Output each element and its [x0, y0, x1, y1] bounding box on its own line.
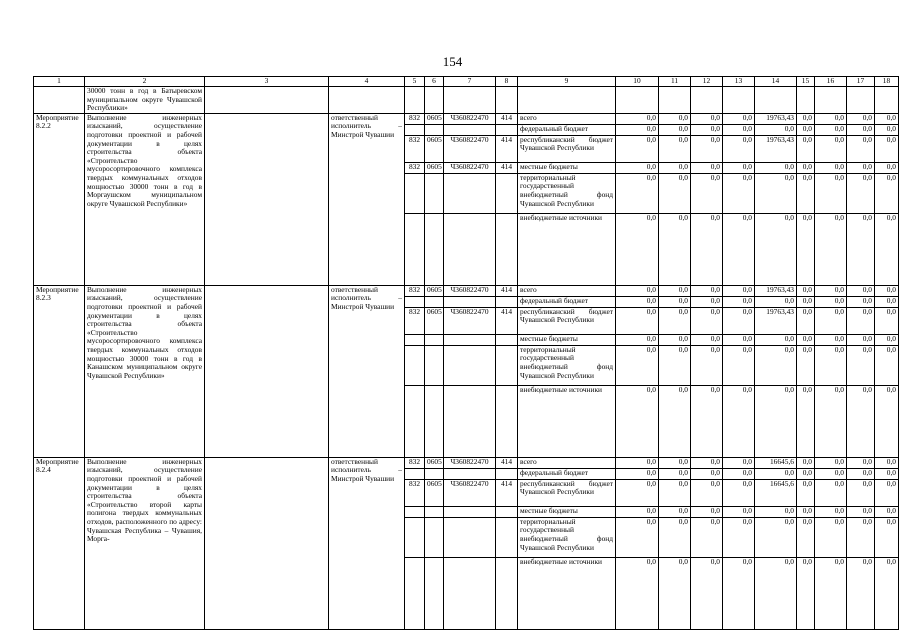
- value-cell: 0,0: [847, 307, 875, 334]
- table-row: [34, 285, 899, 296]
- value-cell: 0,0: [659, 285, 691, 296]
- value-cell: 0,0: [755, 345, 797, 385]
- target-article: Ч360822470: [444, 307, 496, 334]
- column-header-10: 10: [616, 77, 659, 87]
- value-cell: 0,0: [847, 517, 875, 557]
- expense-type: 414: [496, 479, 518, 506]
- value-cell: 19763,43: [755, 285, 797, 296]
- expense-type: [496, 506, 518, 517]
- column-header-6: 6: [425, 77, 444, 87]
- section-code: [425, 213, 444, 285]
- value-cell: 0,0: [797, 173, 815, 213]
- section-code: [425, 385, 444, 457]
- value-cell: 0,0: [875, 124, 899, 135]
- expense-type: [496, 385, 518, 457]
- value-cell: 0,0: [616, 345, 659, 385]
- column-header-2: 2: [85, 77, 205, 87]
- value-cell: 0,0: [723, 468, 755, 479]
- target-article: [444, 385, 496, 457]
- budget-code: [405, 124, 425, 135]
- target-article: [444, 557, 496, 629]
- value-cell: 0,0: [616, 135, 659, 162]
- target-article: [444, 213, 496, 285]
- section-code: [425, 557, 444, 629]
- value-cell: 0,0: [875, 307, 899, 334]
- section-code: [425, 173, 444, 213]
- funding-source: территориальный государственный внебюджетный фонд Чувашской Республики: [518, 345, 616, 385]
- funding-source: федеральный бюджет: [518, 296, 616, 307]
- section-code: [425, 124, 444, 135]
- empty-column-3: [205, 457, 329, 629]
- value-cell: 0,0: [875, 506, 899, 517]
- value-cell: 0,0: [815, 173, 847, 213]
- value-cell: 0,0: [723, 285, 755, 296]
- measure-description: Выполнение инженерных изысканий, осуществление подготовки проектной и рабочей документации в целях строительства объекта «Строительство мусоросортировочного комплекса твердых коммунальных отходов мощностью 30000 тонн в год в Моргаушском муниципальном округе Чувашской Республики»: [85, 113, 205, 285]
- value-cell: 0,0: [659, 135, 691, 162]
- target-article: [444, 296, 496, 307]
- value-cell: 0,0: [691, 135, 723, 162]
- value-cell: 0,0: [815, 385, 847, 457]
- value-cell: 0,0: [875, 385, 899, 457]
- value-cell: 0,0: [691, 506, 723, 517]
- section-code: [425, 296, 444, 307]
- value-cell: 0,0: [847, 173, 875, 213]
- value-cell: 0,0: [797, 162, 815, 173]
- value-cell: 0,0: [815, 345, 847, 385]
- column-header-4: 4: [329, 77, 405, 87]
- value-cell: 0,0: [797, 385, 815, 457]
- expense-type: 414: [496, 457, 518, 468]
- value-cell: 0,0: [691, 385, 723, 457]
- value-cell: 0,0: [723, 162, 755, 173]
- target-article: [444, 334, 496, 345]
- measure-label: Мероприятие 8.2.4: [34, 457, 85, 629]
- section-code: [425, 334, 444, 345]
- value-cell: 0,0: [659, 113, 691, 124]
- value-cell: 0,0: [815, 296, 847, 307]
- value-cell: 0,0: [616, 506, 659, 517]
- value-cell: 0,0: [723, 517, 755, 557]
- budget-code: [405, 334, 425, 345]
- section-code: 0605: [425, 479, 444, 506]
- expense-type: [496, 517, 518, 557]
- value-cell: 0,0: [797, 307, 815, 334]
- value-cell: 0,0: [847, 479, 875, 506]
- target-article: Ч360822470: [444, 285, 496, 296]
- value-cell: 0,0: [659, 124, 691, 135]
- value-cell: 0,0: [797, 334, 815, 345]
- value-cell: 16645,6: [755, 457, 797, 468]
- value-cell: 0,0: [659, 296, 691, 307]
- measure-description: Выполнение инженерных изысканий, осуществление подготовки проектной и рабочей документации в целях строительства объекта «Строительство второй карты полигона твердых коммунальных отходов, расположенного по адресу: Чувашская Республика – Чувашия, Морга-: [85, 457, 205, 629]
- value-cell: 0,0: [815, 457, 847, 468]
- value-cell: 0,0: [847, 113, 875, 124]
- value-cell: 0,0: [797, 296, 815, 307]
- program-funding-table: [33, 76, 899, 630]
- funding-source: внебюджетные источники: [518, 385, 616, 457]
- value-cell: 0,0: [723, 385, 755, 457]
- value-cell: 0,0: [797, 135, 815, 162]
- value-cell: 19763,43: [755, 113, 797, 124]
- value-cell: 0,0: [723, 124, 755, 135]
- target-article: [444, 124, 496, 135]
- target-article: [444, 345, 496, 385]
- value-cell: 0,0: [691, 479, 723, 506]
- value-cell: 0,0: [797, 457, 815, 468]
- value-cell: 0,0: [616, 307, 659, 334]
- empty-column-3: [205, 285, 329, 457]
- table-row: [34, 457, 899, 468]
- section-code: [425, 517, 444, 557]
- value-cell: 0,0: [691, 345, 723, 385]
- value-cell: 0,0: [755, 517, 797, 557]
- value-cell: 0,0: [723, 173, 755, 213]
- continuation-measure-cell: [34, 87, 85, 114]
- column-header-8: 8: [496, 77, 518, 87]
- value-cell: 0,0: [847, 506, 875, 517]
- value-cell: 0,0: [723, 479, 755, 506]
- column-header-3: 3: [205, 77, 329, 87]
- value-cell: 0,0: [723, 296, 755, 307]
- budget-code: [405, 517, 425, 557]
- value-cell: 0,0: [659, 517, 691, 557]
- value-cell: 0,0: [691, 162, 723, 173]
- value-cell: 0,0: [616, 213, 659, 285]
- value-cell: 0,0: [755, 385, 797, 457]
- funding-source: федеральный бюджет: [518, 124, 616, 135]
- budget-code: [405, 468, 425, 479]
- value-cell: 0,0: [875, 334, 899, 345]
- value-cell: 0,0: [815, 124, 847, 135]
- value-cell: 0,0: [691, 557, 723, 629]
- value-cell: 0,0: [847, 162, 875, 173]
- value-cell: 0,0: [616, 457, 659, 468]
- value-cell: 0,0: [847, 296, 875, 307]
- funding-source: всего: [518, 113, 616, 124]
- value-cell: 0,0: [875, 135, 899, 162]
- value-cell: 0,0: [815, 506, 847, 517]
- funding-source: местные бюджеты: [518, 162, 616, 173]
- value-cell: 0,0: [755, 506, 797, 517]
- value-cell: 0,0: [659, 506, 691, 517]
- value-cell: 0,0: [691, 113, 723, 124]
- value-cell: 0,0: [797, 113, 815, 124]
- empty-column-3: [205, 113, 329, 285]
- target-article: [444, 468, 496, 479]
- budget-code: [405, 385, 425, 457]
- value-cell: 0,0: [616, 296, 659, 307]
- value-cell: 0,0: [815, 213, 847, 285]
- value-cell: 0,0: [875, 468, 899, 479]
- column-header-15: 15: [797, 77, 815, 87]
- value-cell: 0,0: [755, 296, 797, 307]
- budget-code: 832: [405, 135, 425, 162]
- value-cell: 0,0: [659, 162, 691, 173]
- value-cell: 0,0: [659, 468, 691, 479]
- target-article: Ч360822470: [444, 162, 496, 173]
- value-cell: 0,0: [755, 124, 797, 135]
- value-cell: 0,0: [875, 479, 899, 506]
- column-header-9: 9: [518, 77, 616, 87]
- budget-code: [405, 296, 425, 307]
- value-cell: 0,0: [723, 334, 755, 345]
- value-cell: 0,0: [691, 285, 723, 296]
- value-cell: 0,0: [659, 173, 691, 213]
- value-cell: 0,0: [875, 173, 899, 213]
- value-cell: 0,0: [815, 479, 847, 506]
- target-article: Ч360822470: [444, 113, 496, 124]
- value-cell: 0,0: [815, 334, 847, 345]
- value-cell: 0,0: [691, 457, 723, 468]
- budget-code: [405, 173, 425, 213]
- value-cell: 0,0: [815, 113, 847, 124]
- value-cell: 0,0: [723, 135, 755, 162]
- budget-code: [405, 345, 425, 385]
- value-cell: 0,0: [723, 457, 755, 468]
- value-cell: 0,0: [616, 113, 659, 124]
- section-code: 0605: [425, 162, 444, 173]
- funding-source: федеральный бюджет: [518, 468, 616, 479]
- value-cell: 0,0: [691, 213, 723, 285]
- section-code: [425, 468, 444, 479]
- budget-code: 832: [405, 113, 425, 124]
- value-cell: 0,0: [875, 162, 899, 173]
- value-cell: 0,0: [815, 307, 847, 334]
- funding-source: республиканский бюджет Чувашской Республики: [518, 479, 616, 506]
- value-cell: 0,0: [875, 113, 899, 124]
- section-code: 0605: [425, 113, 444, 124]
- expense-type: [496, 124, 518, 135]
- value-cell: 0,0: [847, 124, 875, 135]
- funding-source: внебюджетные источники: [518, 213, 616, 285]
- expense-type: [496, 557, 518, 629]
- target-article: Ч360822470: [444, 135, 496, 162]
- value-cell: 0,0: [691, 468, 723, 479]
- value-cell: 0,0: [659, 557, 691, 629]
- value-cell: 0,0: [755, 334, 797, 345]
- value-cell: 0,0: [616, 468, 659, 479]
- value-cell: 0,0: [847, 457, 875, 468]
- value-cell: 19763,43: [755, 135, 797, 162]
- value-cell: 0,0: [755, 213, 797, 285]
- column-header-18: 18: [875, 77, 899, 87]
- continuation-row: [34, 87, 899, 114]
- value-cell: 0,0: [847, 285, 875, 296]
- expense-type: [496, 468, 518, 479]
- section-code: [425, 506, 444, 517]
- value-cell: 0,0: [797, 479, 815, 506]
- value-cell: 0,0: [875, 557, 899, 629]
- value-cell: 0,0: [659, 457, 691, 468]
- value-cell: 0,0: [723, 113, 755, 124]
- section-code: [425, 345, 444, 385]
- expense-type: [496, 213, 518, 285]
- value-cell: 16645,6: [755, 479, 797, 506]
- expense-type: 414: [496, 285, 518, 296]
- value-cell: 0,0: [616, 557, 659, 629]
- executor-cell: ответственный исполнитель – Минстрой Чувашии: [329, 285, 405, 457]
- value-cell: 0,0: [755, 468, 797, 479]
- value-cell: 0,0: [847, 385, 875, 457]
- target-article: [444, 517, 496, 557]
- value-cell: 0,0: [875, 345, 899, 385]
- value-cell: 0,0: [815, 135, 847, 162]
- value-cell: 0,0: [691, 334, 723, 345]
- measure-description: Выполнение инженерных изысканий, осуществление подготовки проектной и рабочей документации в целях строительства объекта «Строительство мусоросортировочного комплекса твердых коммунальных отходов мощностью 30000 тонн в год в Канашском муниципальном округе Чувашской Республики»: [85, 285, 205, 457]
- budget-code: 832: [405, 285, 425, 296]
- column-header-16: 16: [815, 77, 847, 87]
- target-article: [444, 173, 496, 213]
- value-cell: 0,0: [723, 506, 755, 517]
- value-cell: 0,0: [616, 162, 659, 173]
- value-cell: 0,0: [847, 345, 875, 385]
- funding-source: местные бюджеты: [518, 334, 616, 345]
- expense-type: [496, 345, 518, 385]
- value-cell: 0,0: [659, 307, 691, 334]
- budget-code: 832: [405, 162, 425, 173]
- value-cell: 0,0: [659, 479, 691, 506]
- column-number-row: [34, 77, 899, 87]
- column-header-11: 11: [659, 77, 691, 87]
- value-cell: 0,0: [847, 468, 875, 479]
- budget-code: 832: [405, 457, 425, 468]
- expense-type: [496, 296, 518, 307]
- column-header-14: 14: [755, 77, 797, 87]
- value-cell: 0,0: [847, 334, 875, 345]
- value-cell: 0,0: [875, 517, 899, 557]
- funding-source: территориальный государственный внебюджетный фонд Чувашской Республики: [518, 517, 616, 557]
- funding-source: республиканский бюджет Чувашской Республики: [518, 135, 616, 162]
- value-cell: 0,0: [723, 345, 755, 385]
- budget-code: [405, 213, 425, 285]
- value-cell: 0,0: [875, 213, 899, 285]
- value-cell: 0,0: [691, 296, 723, 307]
- column-header-17: 17: [847, 77, 875, 87]
- value-cell: 0,0: [659, 213, 691, 285]
- value-cell: 0,0: [815, 557, 847, 629]
- value-cell: 0,0: [797, 124, 815, 135]
- executor-cell: ответственный исполнитель – Минстрой Чувашии: [329, 457, 405, 629]
- column-header-5: 5: [405, 77, 425, 87]
- expense-type: 414: [496, 162, 518, 173]
- expense-type: [496, 334, 518, 345]
- expense-type: 414: [496, 135, 518, 162]
- value-cell: 0,0: [691, 124, 723, 135]
- funding-source: всего: [518, 457, 616, 468]
- value-cell: 0,0: [723, 307, 755, 334]
- measure-label: Мероприятие 8.2.2: [34, 113, 85, 285]
- value-cell: 0,0: [875, 296, 899, 307]
- value-cell: 0,0: [847, 557, 875, 629]
- value-cell: 0,0: [616, 173, 659, 213]
- column-header-7: 7: [444, 77, 496, 87]
- value-cell: 0,0: [659, 345, 691, 385]
- page-number: 154: [442, 54, 463, 69]
- funding-source: внебюджетные источники: [518, 557, 616, 629]
- target-article: [444, 506, 496, 517]
- funding-source: республиканский бюджет Чувашской Республики: [518, 307, 616, 334]
- value-cell: 0,0: [616, 124, 659, 135]
- value-cell: 0,0: [847, 213, 875, 285]
- value-cell: 0,0: [723, 557, 755, 629]
- section-code: 0605: [425, 285, 444, 296]
- budget-code: 832: [405, 479, 425, 506]
- value-cell: 0,0: [616, 517, 659, 557]
- funding-source: всего: [518, 285, 616, 296]
- section-code: 0605: [425, 457, 444, 468]
- value-cell: 0,0: [815, 285, 847, 296]
- value-cell: 0,0: [797, 506, 815, 517]
- section-code: 0605: [425, 307, 444, 334]
- column-header-1: 1: [34, 77, 85, 87]
- value-cell: 19763,43: [755, 307, 797, 334]
- value-cell: 0,0: [797, 517, 815, 557]
- value-cell: 0,0: [659, 334, 691, 345]
- value-cell: 0,0: [755, 162, 797, 173]
- funding-source: местные бюджеты: [518, 506, 616, 517]
- value-cell: 0,0: [616, 285, 659, 296]
- section-code: 0605: [425, 135, 444, 162]
- value-cell: 0,0: [616, 385, 659, 457]
- value-cell: 0,0: [797, 557, 815, 629]
- value-cell: 0,0: [875, 285, 899, 296]
- column-header-13: 13: [723, 77, 755, 87]
- value-cell: 0,0: [723, 213, 755, 285]
- value-cell: 0,0: [755, 173, 797, 213]
- measure-label: Мероприятие 8.2.3: [34, 285, 85, 457]
- target-article: Ч360822470: [444, 457, 496, 468]
- funding-source: территориальный государственный внебюджетный фонд Чувашской Республики: [518, 173, 616, 213]
- value-cell: 0,0: [815, 468, 847, 479]
- expense-type: 414: [496, 113, 518, 124]
- value-cell: 0,0: [815, 162, 847, 173]
- value-cell: 0,0: [691, 173, 723, 213]
- value-cell: 0,0: [797, 345, 815, 385]
- value-cell: 0,0: [691, 517, 723, 557]
- value-cell: 0,0: [797, 468, 815, 479]
- continuation-description: 30000 тонн в год в Батыревском муниципальном округе Чувашской Республики»: [85, 87, 205, 114]
- target-article: Ч360822470: [444, 479, 496, 506]
- budget-code: [405, 506, 425, 517]
- table-row: [34, 113, 899, 124]
- value-cell: 0,0: [875, 457, 899, 468]
- value-cell: 0,0: [616, 334, 659, 345]
- value-cell: 0,0: [659, 385, 691, 457]
- budget-code: 832: [405, 307, 425, 334]
- budget-code: [405, 557, 425, 629]
- value-cell: 0,0: [815, 517, 847, 557]
- value-cell: 0,0: [616, 479, 659, 506]
- expense-type: [496, 173, 518, 213]
- value-cell: 0,0: [797, 285, 815, 296]
- expense-type: 414: [496, 307, 518, 334]
- value-cell: 0,0: [691, 307, 723, 334]
- value-cell: 0,0: [847, 135, 875, 162]
- value-cell: 0,0: [797, 213, 815, 285]
- column-header-12: 12: [691, 77, 723, 87]
- value-cell: 0,0: [755, 557, 797, 629]
- executor-cell: ответственный исполнитель – Минстрой Чувашии: [329, 113, 405, 285]
